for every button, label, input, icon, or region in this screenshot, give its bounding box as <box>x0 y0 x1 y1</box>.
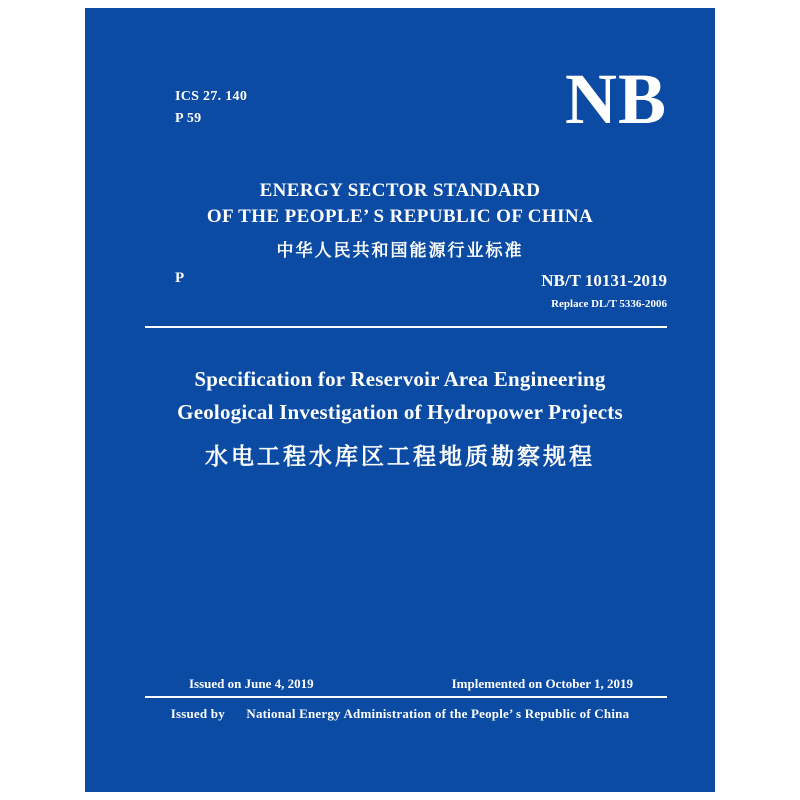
ics-block <box>175 86 247 130</box>
replaces-note: Replace DL/T 5336-2006 <box>551 298 667 310</box>
standard-code-row <box>175 270 667 320</box>
category-letter: P <box>175 270 185 286</box>
standard-number: NB/T 10131-2019 <box>541 271 667 290</box>
implemented-on-date: Implemented on October 1, 2019 <box>451 676 633 691</box>
issued-by-label: Issued by <box>170 706 225 721</box>
classification-code: P 59 <box>175 111 202 126</box>
title-cn: 水电工程水库区工程地质勘察规程 <box>205 444 595 470</box>
ics-code: ICS 27. 140 <box>175 89 248 104</box>
issued-by-organization: National Energy Administration of the People’ s Republic of China <box>246 706 630 721</box>
nb-logo: NB <box>564 59 667 139</box>
title-en-line2: Geological Investigation of Hydropower Projects <box>177 400 623 424</box>
issued-on-date: Issued on June 4, 2019 <box>189 676 314 691</box>
org-cn: 中华人民共和国能源行业标准 <box>276 241 524 261</box>
dates-row <box>175 676 655 696</box>
standard-code-group <box>541 270 667 313</box>
issuer-row <box>85 706 715 722</box>
issuing-organization <box>85 178 715 266</box>
org-en-line1: ENERGY SECTOR STANDARD <box>259 180 541 201</box>
title-en-line1: Specification for Reservoir Area Engineering <box>194 367 606 391</box>
divider-bottom <box>145 696 667 698</box>
divider-top <box>145 326 667 328</box>
document-title <box>125 363 675 475</box>
standard-cover <box>85 8 715 792</box>
org-en-line2: OF THE PEOPLE’ S REPUBLIC OF CHINA <box>206 206 594 227</box>
